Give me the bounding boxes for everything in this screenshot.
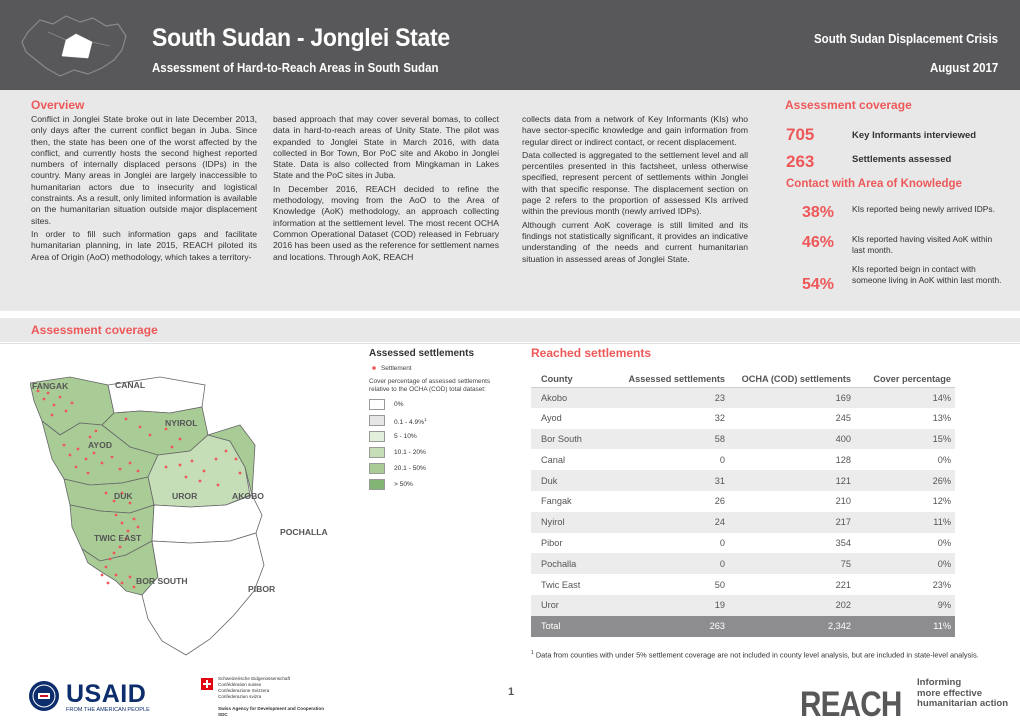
table-cell: 12% — [932, 496, 951, 507]
footnote-marker: 1 — [531, 650, 534, 656]
ki-count: 705 — [786, 125, 815, 144]
table-cell: Duk — [531, 470, 603, 491]
reach-tagline — [917, 678, 1008, 710]
table-total-cell: 11% — [855, 616, 955, 637]
table-cell: 15% — [855, 429, 955, 450]
table-cell: Pochalla — [531, 553, 603, 574]
swiss-line: Confédération suisse — [218, 682, 262, 687]
table-total-cell: Total — [531, 616, 603, 637]
stat-newly-arrived-label: KIs reported being newly arrived IDPs. — [852, 204, 995, 214]
table-total-row — [531, 616, 955, 637]
table-cell: 75 — [729, 553, 855, 574]
map-label-uror: UROR — [172, 491, 198, 501]
map-label-pochalla: POCHALLA — [280, 527, 328, 537]
table-cell: 23 — [603, 387, 729, 408]
table-cell: 31 — [603, 470, 729, 491]
header — [0, 0, 1020, 90]
legend-bin-label: 20.1 - 50% — [394, 465, 426, 472]
stat-contact-value: 54% — [802, 276, 835, 293]
reached-settlements-table — [531, 371, 955, 637]
swiss-line: Confederazione Svizzera — [218, 688, 270, 693]
table-cell: Ayod — [541, 413, 562, 424]
column-header: County — [531, 371, 603, 387]
column-header: Cover percentage — [855, 371, 955, 387]
stat-visited-label: KIs reported having visited AoK within last month. — [852, 234, 993, 255]
swiss-flag-icon — [201, 678, 213, 690]
table-cell: 50 — [714, 579, 725, 590]
table-cell: 32 — [714, 413, 725, 424]
reach-tagline-line: more effective — [917, 687, 983, 699]
overview-paragraph: Conflict in Jonglei State broke out in late December 2013, only days after the current conflict began in Juba. Since then, the state has been one of the worst affected by the conflict, and currently hosts the second highest reported numbers of internally displaced persons (IDPs) in the country. Many areas in Jonglei are largely inaccessible to humanitarian actors due to insecurity and logistical constraints. As a result, only limited information is available on the humanitarian situation outside major displacement sites. — [31, 114, 257, 226]
overview-heading: Overview — [31, 98, 85, 112]
table-cell: Akobo — [531, 387, 603, 408]
table-cell: 217 — [729, 512, 855, 533]
table-cell: 13% — [932, 413, 951, 424]
legend-swatch-2 — [369, 431, 385, 442]
footnote-text: Data from counties with under 5% settlement coverage are not included in county level analysis, but are included in state-level analysis. — [535, 650, 979, 660]
table-cell: 221 — [835, 579, 851, 590]
swiss-line: Schweizerische Eidgenossenschaft — [218, 676, 291, 681]
overview-paragraph: based approach that may cover several bomas, to collect data in hard-to-reach areas of Unity State. The pilot was expanded to Jonglei State in March 2016, with data collected in Bor Town, Bor PoC site and Akobo in Jonglei State. Data is also collected from Mingkaman in Lakes State and the PoC sites in Juba. — [273, 114, 499, 181]
column-header: Assessed settlements — [603, 371, 729, 387]
county-map — [30, 355, 370, 670]
legend-swatch-5 — [369, 479, 385, 490]
table-row — [531, 595, 955, 616]
table-row — [531, 533, 955, 554]
county-pibor — [142, 533, 264, 655]
table-cell: 23% — [932, 579, 951, 590]
legend-swatch-0 — [369, 399, 385, 410]
table-cell: 26 — [714, 496, 725, 507]
table-cell: 0% — [937, 454, 951, 465]
legend-swatch-1 — [369, 415, 385, 426]
legend-cover-text: Cover percentage of assessed settlements relative to the OCHA (COD) total dataset: — [369, 378, 491, 393]
swiss-agency-text: Swiss Agency for Development and Cooperation SDC — [218, 706, 325, 717]
page-subtitle: Assessment of Hard-to-Reach Areas in South Sudan — [152, 61, 439, 75]
coverage-band — [0, 318, 1020, 342]
page-number: 1 — [508, 686, 515, 698]
overview-paragraph: In December 2016, REACH decided to refine the methodology, moving from the AoO to the Area of Knowledge (AoK) methodology, an approach collecting information at the settlement level. The most recent OCHA Common Operational Dataset (COD) released in February 2016 has been used as the reference for settlement names and locations. Through AoK, REACH — [273, 183, 499, 262]
table-header-row — [531, 371, 955, 387]
south-sudan-outline-map — [18, 12, 130, 80]
map-label-duk: DUK — [114, 491, 133, 501]
column-header: OCHA (COD) settlements — [729, 371, 855, 387]
legend-swatch-4 — [369, 463, 385, 474]
table-cell: Nyirol — [531, 512, 603, 533]
table-cell: 0 — [719, 537, 725, 548]
table-cell: 0% — [855, 553, 955, 574]
table-cell: 58 — [603, 429, 729, 450]
coverage-box-heading: Assessment coverage — [785, 98, 912, 112]
table-row — [531, 470, 955, 491]
table-row — [531, 387, 955, 408]
map-label-ayod: AYOD — [88, 440, 113, 450]
table-cell: 202 — [729, 595, 855, 616]
table-cell: 0 — [603, 553, 729, 574]
overview-paragraph: In order to fill such information gaps and facilitate humanitarian planning, in late 2015, REACH piloted its Area of Origin (AoO) methodology, which takes a territory- — [31, 228, 257, 262]
overview-paragraph: collects data from a network of Key Informants (KIs) who have sector-specific knowledge and gain information from regular direct or indirect contact, or recent displacement. — [522, 114, 748, 147]
table-total-cell: 263 — [603, 616, 729, 637]
stat-newly-arrived-value: 38% — [802, 204, 835, 221]
overview-column-1 — [31, 114, 257, 265]
table-cell: Uror — [531, 595, 603, 616]
map-label-nyirol: NYIROL — [165, 418, 198, 428]
table-cell: 169 — [729, 387, 855, 408]
table-cell: 128 — [835, 454, 851, 465]
stat-visited-value: 46% — [802, 234, 835, 251]
legend-bin-footnote-marker: 1 — [424, 417, 427, 422]
table-cell: 14% — [855, 387, 955, 408]
settlement-count-label: Settlements assessed — [852, 154, 952, 165]
table-cell: Bor South — [531, 429, 603, 450]
overview-paragraph: Data collected is aggregated to the settlement level and all percentiles presented in this factsheet, unless otherwise specified, represent percent of settlements within Jonglei with that specific response. The displacement section on page 2 refers to the proportion of assessed KIs arrived within the previous month (newly arrived IDPs). — [522, 149, 748, 217]
table-cell: 0 — [719, 454, 725, 465]
jonglei-map — [30, 355, 370, 670]
reach-tagline-line: Informing — [917, 677, 962, 688]
table-cell: 24 — [603, 512, 729, 533]
swiss-confederation-text — [218, 676, 328, 700]
usaid-seal-icon — [28, 680, 60, 712]
usaid-wordmark: USAID — [66, 680, 147, 708]
coverage-heading: Assessment coverage — [31, 323, 158, 337]
table-cell: Pibor — [541, 537, 563, 548]
table-row — [531, 574, 955, 595]
usaid-tagline: FROM THE AMERICAN PEOPLE — [66, 707, 150, 713]
reached-heading: Reached settlements — [531, 346, 652, 360]
table-cell: Canal — [541, 454, 566, 465]
footer-logos — [0, 672, 1020, 721]
table-cell: 0% — [937, 537, 951, 548]
legend-bin-label: 5 - 10% — [394, 433, 417, 440]
overview-column-2 — [273, 114, 499, 265]
table-cell: 400 — [729, 429, 855, 450]
ki-count-label: Key Informants interviewed — [852, 130, 977, 141]
table-cell: 19 — [603, 595, 729, 616]
map-label-fangak: FANGAK — [32, 381, 69, 391]
table-row — [531, 512, 955, 533]
map-label-akobo: AKOBO — [232, 491, 264, 501]
legend-title: Assessed settlements — [369, 348, 475, 359]
legend-bin-label: 10.1 - 20% — [394, 449, 426, 456]
stat-contact-label: KIs reported beign in contact with someone living in AoK within last month. — [852, 264, 1002, 285]
table-row — [531, 429, 955, 450]
table-cell: 9% — [855, 595, 955, 616]
table-cell: 354 — [835, 537, 851, 548]
map-label-canal: CANAL — [115, 380, 146, 390]
table-row — [531, 449, 955, 470]
footnote — [531, 649, 991, 659]
legend-bin-label: 0.1 - 4.9% — [394, 419, 425, 427]
table-cell: 11% — [855, 512, 955, 533]
map-label-pibor: PIBOR — [248, 584, 276, 594]
settlement-dot-icon — [371, 365, 377, 371]
page-title: South Sudan - Jonglei State — [152, 24, 450, 52]
table-cell: Twic East — [541, 579, 581, 590]
overview-band — [0, 90, 1020, 311]
table-body — [531, 387, 955, 637]
legend-swatch-3 — [369, 447, 385, 458]
map-label-bor-south: BOR SOUTH — [136, 576, 188, 586]
table-row — [531, 491, 955, 512]
table-cell: 245 — [835, 413, 851, 424]
swiss-line: Confederaziun svizra — [218, 694, 262, 699]
legend-bin-label: 0% — [394, 401, 404, 408]
legend-bin-label-group — [394, 417, 427, 426]
overview-paragraph: Although current AoK coverage is still limited and its findings not statistically significant, it provides an indicative understanding of the needs and current humanitarian situation in assessed areas of Jonglei State. — [522, 219, 748, 264]
divider — [0, 343, 1020, 344]
crisis-name: South Sudan Displacement Crisis — [813, 32, 998, 46]
map-label-twic-east: TWIC EAST — [94, 533, 142, 543]
table-row — [531, 553, 955, 574]
table-total-cell: 2,342 — [729, 616, 855, 637]
reach-tagline-line: humanitarian action — [917, 698, 1009, 709]
contact-heading: Contact with Area of Knowledge — [786, 178, 962, 190]
legend-settlement-label: Settlement — [381, 365, 412, 372]
table-cell: Fangak — [541, 496, 572, 507]
legend-bin-label: > 50% — [394, 481, 413, 488]
report-date: August 2017 — [929, 61, 998, 75]
reach-logo: REACH — [800, 685, 902, 721]
table-cell: 121 — [729, 470, 855, 491]
overview-column-3 — [522, 114, 748, 267]
table-row — [531, 408, 955, 429]
settlement-count: 263 — [786, 152, 815, 171]
table-cell: 26% — [855, 470, 955, 491]
table-cell: 210 — [835, 496, 851, 507]
